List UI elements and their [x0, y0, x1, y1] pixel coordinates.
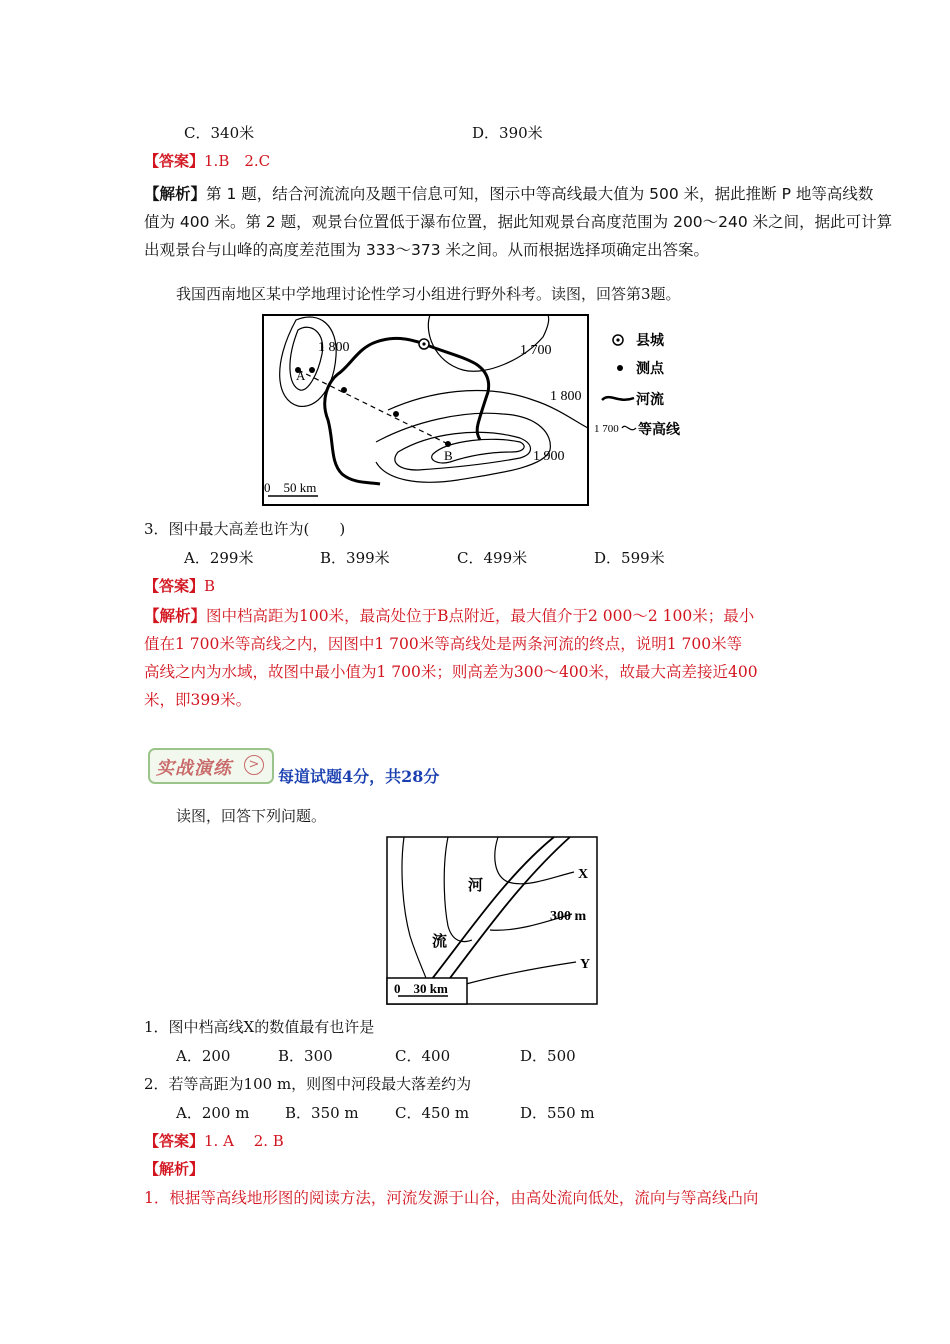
point-a-label: A — [296, 368, 306, 383]
q1-option: A．200 — [176, 1047, 231, 1065]
legend-point-label: 测点 — [636, 362, 664, 377]
analysis-line: 出观景台与山峰的高度差范围为 333～373 米之间。从而根据选择项确定出答案。 — [144, 241, 710, 259]
contour-300-label: 300 m — [550, 909, 587, 924]
legend-contour-value: 1 700 — [594, 423, 619, 435]
analysis-line: 值为 400 米。第 2 题，观景台位置低于瀑布位置，据此知观景台高度范围为 200～240 米之间，据此可计算 — [144, 213, 893, 231]
q1-option: B．300 — [278, 1047, 333, 1065]
answer-value: 1.B 2.C — [204, 152, 271, 170]
q3-question: 3．图中最大高差也许为( ) — [144, 520, 346, 538]
river-label: 流 — [432, 934, 448, 950]
contour-label: 1 800 — [318, 340, 350, 355]
survey-point-icon — [445, 441, 451, 447]
answer-value: 1. A 2. B — [204, 1132, 284, 1150]
answer-line — [144, 150, 270, 171]
survey-point-icon — [393, 411, 399, 417]
q2-option: A．200 m — [176, 1104, 250, 1122]
q3-option: A．299米 — [184, 549, 254, 567]
q2-option: D．550 m — [520, 1104, 595, 1122]
survey-point-icon — [341, 387, 347, 393]
practice-badge — [148, 748, 274, 784]
analysis-label: 【解析】 — [144, 185, 207, 203]
q3-answer — [144, 575, 215, 596]
practice-q1: 1．图中档高线X的数值最有也许是 — [144, 1018, 375, 1036]
q3-intro: 我国西南地区某中学地理讨论性学习小组进行野外科考。读图，回答第3题。 — [176, 285, 681, 303]
option-d: D．390米 — [472, 124, 543, 142]
answer-label: 【答案】 — [144, 577, 205, 595]
arrow-right-icon: > — [244, 755, 264, 775]
q2-option: B．350 m — [285, 1104, 359, 1122]
analysis-line: 图中档高距为100米，最高处位于B点附近，最大值介于2 000～2 100米；最小 — [206, 607, 755, 625]
analysis-line: 第 1 题，结合河流流向及题干信息可知，图示中等高线最大值为 500 米，据此推断 P 地等高线数 — [206, 185, 874, 203]
q3-analysis — [144, 602, 758, 714]
contour-map-practice — [386, 836, 598, 1006]
point-b-label: B — [444, 448, 453, 463]
answer-label: 【答案】 — [144, 1132, 205, 1150]
analysis-line: 值在1 700米等高线之内，因图中1 700米等高线处是两条河流的终点，说明1 700米等 — [144, 635, 743, 653]
option-c: C．340米 — [184, 124, 255, 142]
contour-map-q3 — [258, 312, 708, 512]
answer-label: 【答案】 — [144, 152, 205, 170]
q1-option: D．500 — [520, 1047, 576, 1065]
practice-badge-text: 实战演练 — [156, 758, 232, 779]
q3-option: B．399米 — [320, 549, 390, 567]
contour-label: 1 900 — [533, 449, 565, 464]
analysis-block — [144, 180, 892, 264]
q3-option: D．599米 — [594, 549, 665, 567]
survey-point-icon — [309, 367, 315, 373]
contour-label: 1 700 — [520, 343, 552, 358]
q3-option: C．499米 — [457, 549, 528, 567]
q2-option: C．450 m — [395, 1104, 470, 1122]
contour-x-label: X — [578, 867, 589, 882]
practice-analysis-line: 1．根据等高线地形图的阅读方法，河流发源于山谷，由高处流向低处，流向与等高线凸向 — [144, 1189, 759, 1207]
legend-county-label: 县城 — [636, 334, 664, 349]
scale-label: 0 30 km — [394, 981, 448, 996]
analysis-label: 【解析】 — [144, 606, 207, 625]
practice-analysis-label: 【解析】 — [144, 1160, 205, 1178]
practice-answer — [144, 1130, 284, 1151]
analysis-line: 米，即399米。 — [144, 691, 252, 709]
contour-label: 1 800 — [550, 389, 582, 404]
practice-score: 每道试题4分，共28分 — [278, 767, 440, 786]
legend-point-icon — [617, 365, 623, 371]
answer-value: B — [204, 577, 216, 595]
legend-contour-icon — [622, 426, 636, 429]
practice-q2: 2．若等高距为100 m，则图中河段最大落差约为 — [144, 1075, 472, 1093]
legend-river-icon — [602, 397, 634, 400]
contour-y-label: Y — [580, 957, 591, 972]
practice-intro: 读图，回答下列问题。 — [176, 807, 327, 825]
q1-option: C．400 — [395, 1047, 451, 1065]
legend-river-label: 河流 — [636, 393, 664, 408]
legend-contour-label: 等高线 — [638, 423, 680, 438]
analysis-line: 高线之内为水域，故图中最小值为1 700米；则高差为300～400米，故最大高差接近400 — [144, 663, 758, 681]
river-label: 河 — [468, 878, 484, 894]
scale-label: 0 50 km — [264, 480, 317, 495]
